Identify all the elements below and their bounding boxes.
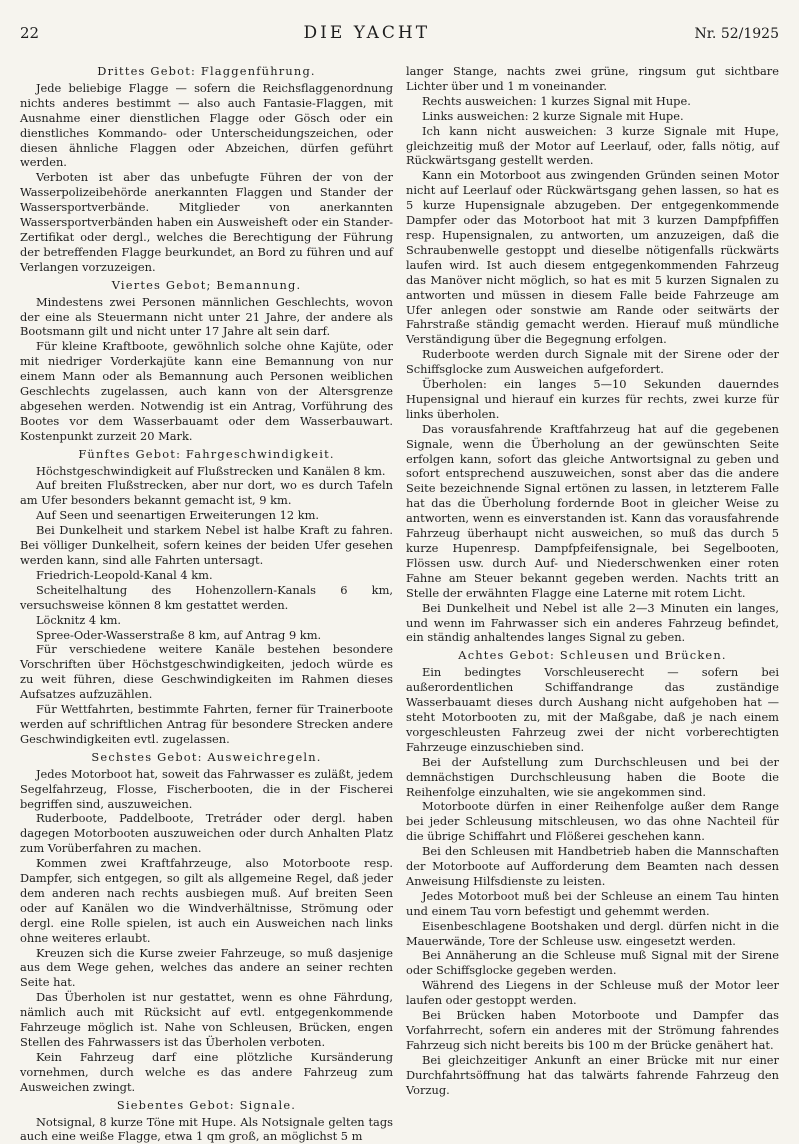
paragraph: Bei Dunkelheit und starkem Nebel ist halbe Kraft zu fahren. Bei völliger Dunkelheit, sofern keines der beiden Ufer gesehen werden kann, sind alle Fahrten untersagt. [20, 523, 393, 567]
paragraph: Rechts ausweichen: 1 kurzes Signal mit Hupe. [421, 93, 691, 108]
paragraph: Eisenbeschlagene Bootshaken und dergl. dürfen nicht in die Mauerwände, Tore der Schleuse usw. eingesetzt werden. [406, 918, 779, 948]
paragraph: Bei Annäherung an die Schleuse muß Signal mit der Sirene oder Schiffsglocke gegeben werden. [406, 948, 779, 978]
paragraph: Notsignal, 8 kurze Töne mit Hupe. Als Notsignale gelten tags auch eine weiße Flagge, etwa 1 qm groß, an möglichst 5 m [20, 1114, 393, 1144]
paragraph: Spree-Oder-Wasserstraße 8 km, auf Antrag 9 km. [35, 627, 322, 642]
paragraph: Jedes Motorboot muß bei der Schleuse an einem Tau hinten und einem Tau vorn befestigt und gehemmt werden. [406, 888, 779, 918]
paragraph: Höchstgeschwindigkeit auf Flußstrecken und Kanälen 8 km. [35, 463, 386, 478]
paragraph: Ruderboote werden durch Signale mit der Sirene oder der Schiffsglocke zum Ausweichen aufgefordert. [406, 347, 779, 377]
paragraph: Das vorausfahrende Kraftfahrzeug hat auf die gegebenen Signale, wenn die Überholung an der gewünschten Seite erfolgen kann, sofort das gleiche Antwortsignal zu geben und sofort entsprechend auszuweichen, sonst aber das die andere Seite bezeichnende Signal ertönen zu lassen, in letzterem Falle hat das die Überholung fordernde Boot in gleicher Weise zu antworten, wenn es einverstanden ist. Kann das vorausfahrende Fahrzeug überhaupt nicht ausweichen, so muß das durch 5 kurze Hupenresp. Dampfpfeifensignale, bei Segelbooten, Flössen usw. durch Auf- und Niederschwenken einer roten Fahne am Steuer bekannt gegeben werden. Nachts tritt an Stelle der erwähnten Flagge eine Laterne mit rotem Licht. [406, 421, 779, 600]
article-body [20, 64, 779, 1144]
paragraph: Jede beliebige Flagge — sofern die Reichsflaggenordnung nichts anderes bestimmt — also auch Fantasie-Flaggen, mit Ausnahme einer dienstlichen Flagge oder Gösch oder ein dienstliches Kommando- oder Unterscheidungszeichen, oder diesen ähnliche Flaggen oder Abzeichen, dürfen geführt werden. [20, 80, 393, 170]
issue-number: Nr. 52/1925 [694, 26, 779, 42]
paragraph: Kein Fahrzeug darf eine plötzliche Kursänderung vornehmen, durch welche es das andere Fahrzeug zum Ausweichen zwingt. [20, 1049, 393, 1094]
section-heading: Achtes Gebot: Schleusen und Brücken. [458, 648, 727, 663]
section-heading: Siebentes Gebot: Signale. [116, 1097, 297, 1112]
paragraph: Ruderboote, Paddelboote, Tretráder oder dergl. haben dagegen Motorbooten auszuweichen oder durch Anhalten Platz zum Vorüberfahren zu machen. [20, 811, 393, 856]
paragraph: Auf breiten Flußstrecken, aber nur dort, wo es durch Tafeln am Ufer besonders bekannt gemacht ist, 9 km. [20, 478, 393, 508]
paragraph: Links ausweichen: 2 kurze Signale mit Hupe. [421, 108, 684, 123]
paragraph: Ein bedingtes Vorschleuserecht — sofern bei außerordentlichen Schiffandrange das zuständige Wasserbauamt dieses durch Aushang nicht aufgehoben hat — steht Motorbooten zu, mit der Maßgabe, daß je nach einem vorgeschleusten Fahrzeug zwei der nicht vorberechtigten Fahrzeuge einzuschieben sind. [406, 665, 779, 754]
right-column [406, 64, 779, 1144]
page-header [20, 23, 779, 52]
paragraph: Kreuzen sich die Kurse zweier Fahrzeuge, so muß dasjenige aus dem Wege gehen, welches das andere an seiner rechten Seite hat. [20, 945, 393, 990]
paragraph: Motorboote dürfen in einer Reihenfolge außer dem Range bei jeder Schleusung mitschleusen, wo das ohne Nachteil für die übrige Schiffahrt und Flößerei geschehen kann. [406, 799, 779, 844]
section-heading: Drittes Gebot: Flaggenführung. [97, 64, 316, 78]
journal-title: DIE YACHT [303, 23, 431, 43]
paragraph: Bei Brücken haben Motorboote und Dampfer das Vorfahrrecht, sofern ein anderes mit der Strömung fahrendes Fahrzeug sich nicht bereits bis 100 m der Brücke genähert hat. [406, 1008, 779, 1052]
paragraph: Während des Liegens in der Schleuse muß der Motor leer laufen oder gestoppt werden. [406, 978, 779, 1008]
paragraph: Für kleine Kraftboote, gewöhnlich solche ohne Kajüte, oder mit niedriger Vorderkajüte kann eine Bemannung von nur einem Mann oder als Bemannung auch Personen weiblichen Geschlechts zugelassen, auch kann von der Altersgrenze abgesehen werden. Notwendig ist ein Antrag, Vorführung des Bootes vor dem Wasserbauamt oder dem Wasserbauwart. Kostenpunkt zurzeit 20 Mark. [20, 339, 393, 443]
paragraph: Löcknitz 4 km. [35, 612, 122, 627]
section-heading: Sechstes Gebot: Ausweichregeln. [91, 749, 322, 764]
left-column [20, 64, 393, 1144]
paragraph: Mindestens zwei Personen männlichen Geschlechts, wovon der eine als Steuermann nicht unter 21 Jahre, der andere als Bootsmann gilt und nicht unter 17 Jahre alt sein darf. [20, 294, 393, 339]
paragraph: Friedrich-Leopold-Kanal 4 km. [35, 567, 213, 582]
section-heading: Fünftes Gebot: Fahrgeschwindigkeit. [78, 446, 335, 461]
paragraph: Für Wettfahrten, bestimmte Fahrten, ferner für Trainerboote werden auf schriftlichen Antrag für besondere Strecken andere Geschwindigkeiten evtl. zugelassen. [20, 702, 393, 746]
paragraph: Jedes Motorboot hat, soweit das Fahrwasser es zuläßt, jedem Segelfahrzeug, Flosse, Fischerbooten, die in der Fischerei begriffen sind, auszuweichen. [20, 766, 393, 811]
paragraph: Bei gleichzeitiger Ankunft an einer Brücke mit nur einer Durchfahrtsöffnung hat das talwärts fahrende Fahrzeug den Vorzug. [406, 1052, 779, 1097]
paragraph: Scheitelhaltung des Hohenzollern-Kanals 6 km, versuchsweise können 8 km gestattet werden. [20, 582, 393, 612]
paragraph: Für verschiedene weitere Kanäle bestehen besondere Vorschriften über Höchstgeschwindigkeiten, jedoch würde es zu weit führen, diese Geschwindigkeiten im Rahmen dieses Aufsatzes aufzuzählen. [20, 642, 393, 702]
paragraph: Verboten ist aber das unbefugte Führen der von der Wasserpolizeibehörde anerkannten Flaggen und Stander der Wassersportverbände. Mitglieder von anerkannten Wassersportverbänden haben ein Ausweisheft oder ein Stander-Zertifikat oder dergl., welches die Berechtigung der Führung der betreffenden Flagge beurkundet, an Bord zu führen und auf Verlangen vorzuzeigen. [20, 170, 393, 274]
paragraph: Kann ein Motorboot aus zwingenden Gründen seinen Motor nicht auf Leerlauf oder Rückwärtsgang gehen lassen, so hat es 5 kurze Hupensignale abzugeben. Der entgegenkommende Dampfer oder das Motorboot hat mit 3 kurzen Dampfpfiffen resp. Hupensignalen, zu antworten, um anzuzeigen, daß die Schraubenwelle gestoppt und dieselbe nötigenfalls rückwärts laufen wird. Ist auch diesem entgegenkommenden Fahrzeug das Manöver nicht möglich, so hat es mit 5 kurzen Signalen zu antworten und müssen in diesem Falle beide Fahrzeuge am Ufer anlegen oder sonstwie am Rande oder seitwärts der Fahrstraße ständig gemacht werden. Hierauf muß mündliche Verständigung über die Begegnung erfolgen. [406, 168, 779, 347]
paragraph: Bei den Schleusen mit Handbetrieb haben die Mannschaften der Motorboote auf Aufforderung dem Beamten nach dessen Anweisung Hilfsdienste zu leisten. [406, 844, 779, 888]
paragraph: Überholen: ein langes 5—10 Sekunden dauerndes Hupensignal und hierauf ein kurzes für rechts, zwei kurze für links überholen. [406, 377, 779, 421]
paragraph: langer Stange, nachts zwei grüne, ringsum gut sichtbare Lichter über und 1 m voneinander. [406, 64, 779, 93]
section-heading: Viertes Gebot; Bemannung. [111, 277, 302, 292]
paragraph: Ich kann nicht ausweichen: 3 kurze Signale mit Hupe, gleichzeitig muß der Motor auf Leerlauf, oder, falls nötig, auf Rückwärtsgang gestellt werden. [406, 123, 779, 168]
paragraph: Bei Dunkelheit und Nebel ist alle 2—3 Minuten ein langes, und wenn im Fahrwasser sich ein anderes Fahrzeug befindet, ein ständig anhaltendes langes Signal zu geben. [406, 600, 779, 645]
paragraph: Bei der Aufstellung zum Durchschleusen und bei der demnächstigen Durchschleusung haben die Boote die Reihenfolge einzuhalten, wie sie angekommen sind. [406, 754, 779, 799]
paragraph: Kommen zwei Kraftfahrzeuge, also Motorboote resp. Dampfer, sich entgegen, so gilt als allgemeine Regel, daß jeder dem anderen nach rechts ausbiegen muß. Auf breiten Seen oder auf Kanälen wo die Windverhältnisse, Strömung oder dergl. eine Rolle spielen, ist auch ein Ausweichen nach links ohne weiteres erlaubt. [20, 856, 393, 945]
page-number: 22 [20, 24, 40, 42]
paragraph: Auf Seen und seenartigen Erweiterungen 12 km. [35, 508, 320, 523]
paragraph: Das Überholen ist nur gestattet, wenn es ohne Fährdung, nämlich auch mit Rücksicht auf evtl. entgegenkommende Fahrzeuge möglich ist. Nahe von Schleusen, Brücken, engen Stellen des Fahrwassers ist das Überholen verboten. [20, 990, 393, 1049]
